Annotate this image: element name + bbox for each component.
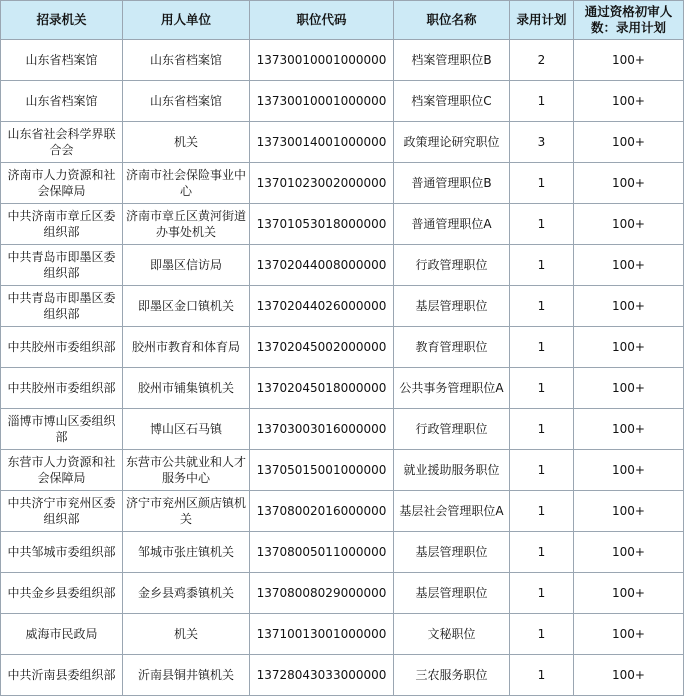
position-name-cell: 档案管理职位C: [394, 81, 510, 122]
plan-cell: 1: [510, 532, 574, 573]
unit-cell: 东营市公共就业和人才服务中心: [123, 450, 250, 491]
header-employing-unit: 用人单位: [123, 1, 250, 40]
ratio-cell: 100+: [574, 614, 684, 655]
unit-cell: 邹城市张庄镇机关: [123, 532, 250, 573]
code-cell: 13701023002000000: [250, 163, 394, 204]
ratio-cell: 100+: [574, 286, 684, 327]
code-cell: 13730010001000000: [250, 81, 394, 122]
position-name-cell: 行政管理职位: [394, 245, 510, 286]
table-row: [1, 81, 684, 122]
unit-cell: 济南市章丘区黄河街道办事处机关: [123, 204, 250, 245]
plan-cell: 1: [510, 409, 574, 450]
code-cell: 13702044008000000: [250, 245, 394, 286]
unit-cell: 金乡县鸡黍镇机关: [123, 573, 250, 614]
table-body: [1, 40, 684, 696]
code-cell: 13702045002000000: [250, 327, 394, 368]
agency-cell: 威海市民政局: [1, 614, 123, 655]
agency-cell: 淄博市博山区委组织部: [1, 409, 123, 450]
table-row: [1, 614, 684, 655]
table-row: [1, 450, 684, 491]
code-cell: 13728043033000000: [250, 655, 394, 696]
table-row: [1, 245, 684, 286]
plan-cell: 2: [510, 40, 574, 81]
agency-cell: 济南市人力资源和社会保障局: [1, 163, 123, 204]
header-ratio: 通过资格初审人数：录用计划: [574, 1, 684, 40]
ratio-cell: 100+: [574, 81, 684, 122]
code-cell: 13708005011000000: [250, 532, 394, 573]
unit-cell: 胶州市教育和体育局: [123, 327, 250, 368]
code-cell: 13702044026000000: [250, 286, 394, 327]
ratio-cell: 100+: [574, 368, 684, 409]
table-row: [1, 327, 684, 368]
table-row: [1, 655, 684, 696]
plan-cell: 1: [510, 327, 574, 368]
position-name-cell: 普通管理职位B: [394, 163, 510, 204]
code-cell: 13708002016000000: [250, 491, 394, 532]
plan-cell: 1: [510, 573, 574, 614]
unit-cell: 胶州市铺集镇机关: [123, 368, 250, 409]
agency-cell: 中共青岛市即墨区委组织部: [1, 245, 123, 286]
position-name-cell: 就业援助服务职位: [394, 450, 510, 491]
ratio-cell: 100+: [574, 532, 684, 573]
code-cell: 13710013001000000: [250, 614, 394, 655]
table-row: [1, 368, 684, 409]
unit-cell: 即墨区金口镇机关: [123, 286, 250, 327]
table-row: [1, 532, 684, 573]
code-cell: 13730010001000000: [250, 40, 394, 81]
header-recruiting-agency: 招录机关: [1, 1, 123, 40]
position-name-cell: 三农服务职位: [394, 655, 510, 696]
ratio-cell: 100+: [574, 327, 684, 368]
agency-cell: 中共沂南县委组织部: [1, 655, 123, 696]
plan-cell: 1: [510, 245, 574, 286]
position-name-cell: 教育管理职位: [394, 327, 510, 368]
position-name-cell: 基层管理职位: [394, 532, 510, 573]
plan-cell: 1: [510, 286, 574, 327]
code-cell: 13703003016000000: [250, 409, 394, 450]
agency-cell: 中共济南市章丘区委组织部: [1, 204, 123, 245]
agency-cell: 山东省档案馆: [1, 81, 123, 122]
header-position-code: 职位代码: [250, 1, 394, 40]
table-row: [1, 491, 684, 532]
ratio-cell: 100+: [574, 245, 684, 286]
plan-cell: 1: [510, 614, 574, 655]
header-hiring-plan: 录用计划: [510, 1, 574, 40]
ratio-cell: 100+: [574, 655, 684, 696]
unit-cell: 机关: [123, 614, 250, 655]
header-position-name: 职位名称: [394, 1, 510, 40]
agency-cell: 中共胶州市委组织部: [1, 368, 123, 409]
agency-cell: 中共金乡县委组织部: [1, 573, 123, 614]
position-name-cell: 公共事务管理职位A: [394, 368, 510, 409]
unit-cell: 机关: [123, 122, 250, 163]
agency-cell: 中共邹城市委组织部: [1, 532, 123, 573]
plan-cell: 1: [510, 163, 574, 204]
plan-cell: 1: [510, 655, 574, 696]
ratio-cell: 100+: [574, 409, 684, 450]
unit-cell: 济宁市兖州区颜店镇机关: [123, 491, 250, 532]
code-cell: 13702045018000000: [250, 368, 394, 409]
agency-cell: 中共胶州市委组织部: [1, 327, 123, 368]
table-row: [1, 573, 684, 614]
ratio-cell: 100+: [574, 573, 684, 614]
table-row: [1, 163, 684, 204]
ratio-cell: 100+: [574, 40, 684, 81]
unit-cell: 山东省档案馆: [123, 81, 250, 122]
table-row: [1, 204, 684, 245]
unit-cell: 山东省档案馆: [123, 40, 250, 81]
code-cell: 13701053018000000: [250, 204, 394, 245]
agency-cell: 山东省社会科学界联合会: [1, 122, 123, 163]
ratio-cell: 100+: [574, 491, 684, 532]
table-row: [1, 122, 684, 163]
agency-cell: 东营市人力资源和社会保障局: [1, 450, 123, 491]
agency-cell: 中共济宁市兖州区委组织部: [1, 491, 123, 532]
code-cell: 13730014001000000: [250, 122, 394, 163]
position-name-cell: 政策理论研究职位: [394, 122, 510, 163]
ratio-cell: 100+: [574, 163, 684, 204]
plan-cell: 1: [510, 204, 574, 245]
ratio-cell: 100+: [574, 204, 684, 245]
unit-cell: 济南市社会保险事业中心: [123, 163, 250, 204]
position-name-cell: 档案管理职位B: [394, 40, 510, 81]
header-row: [1, 1, 684, 40]
position-name-cell: 基层管理职位: [394, 286, 510, 327]
position-name-cell: 行政管理职位: [394, 409, 510, 450]
agency-cell: 山东省档案馆: [1, 40, 123, 81]
plan-cell: 3: [510, 122, 574, 163]
plan-cell: 1: [510, 491, 574, 532]
code-cell: 13705015001000000: [250, 450, 394, 491]
position-name-cell: 基层管理职位: [394, 573, 510, 614]
table-row: [1, 286, 684, 327]
table-row: [1, 409, 684, 450]
position-name-cell: 文秘职位: [394, 614, 510, 655]
table-row: [1, 40, 684, 81]
unit-cell: 博山区石马镇: [123, 409, 250, 450]
plan-cell: 1: [510, 368, 574, 409]
code-cell: 13708008029000000: [250, 573, 394, 614]
unit-cell: 沂南县铜井镇机关: [123, 655, 250, 696]
position-name-cell: 普通管理职位A: [394, 204, 510, 245]
agency-cell: 中共青岛市即墨区委组织部: [1, 286, 123, 327]
plan-cell: 1: [510, 81, 574, 122]
ratio-cell: 100+: [574, 450, 684, 491]
position-name-cell: 基层社会管理职位A: [394, 491, 510, 532]
ratio-cell: 100+: [574, 122, 684, 163]
plan-cell: 1: [510, 450, 574, 491]
unit-cell: 即墨区信访局: [123, 245, 250, 286]
